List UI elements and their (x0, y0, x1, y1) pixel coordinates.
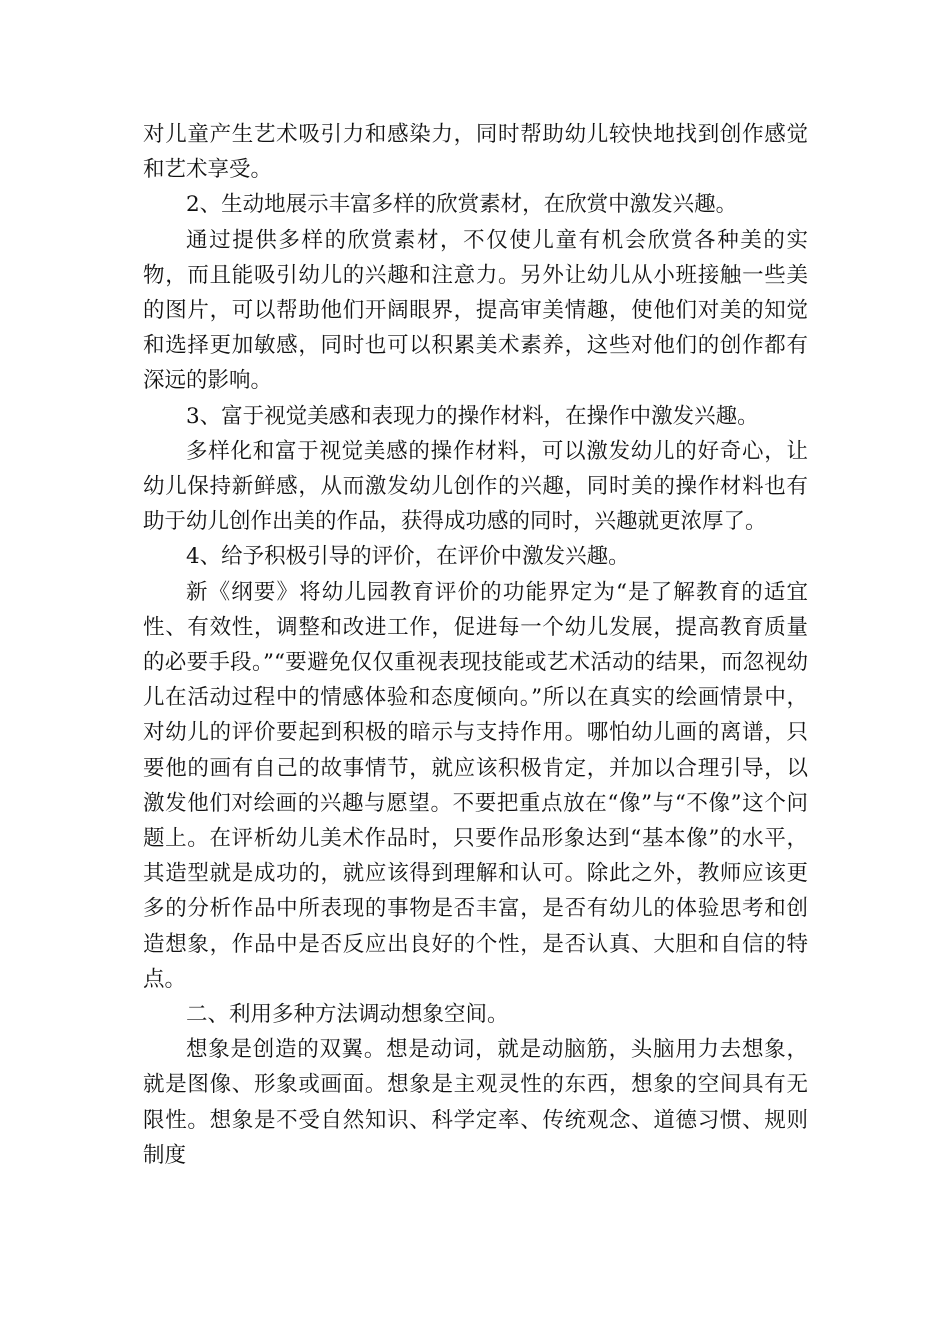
paragraph-continuation: 对儿童产生艺术吸引力和感染力，同时帮助幼儿较快地找到创作感觉和艺术享受。 (143, 122, 808, 183)
paragraph-appreciation-materials: 通过提供多样的欣赏素材，不仅使儿童有机会欣赏各种美的实物，而且能吸引幼儿的兴趣和注意力。另外让幼儿从小班接触一些美的图片，可以帮助他们开阔眼界，提高审美情趣，使他们对美的知觉和选择更加敏感，同时也可以积累美术素养，这些对他们的创作都有深远的影响。 (143, 227, 808, 394)
paragraph-operation-materials: 多样化和富于视觉美感的操作材料，可以激发幼儿的好奇心，让幼儿保持新鲜感，从而激发幼儿创作的兴趣，同时美的操作材料也有助于幼儿创作出美的作品，获得成功感的同时，兴趣就更浓厚了。 (143, 438, 808, 535)
section-heading-2: 2、生动地展示丰富多样的欣赏素材，在欣赏中激发兴趣。 (186, 192, 738, 218)
section-heading-3: 3、富于视觉美感和表现力的操作材料，在操作中激发兴趣。 (186, 403, 759, 429)
paragraph-evaluation: 新《纲要》将幼儿园教育评价的功能界定为“是了解教育的适宜性、有效性，调整和改进工作，促进每一个幼儿发展，提高教育质量的必要手段。”“要避免仅仅重视表现技能或艺术活动的结果，而忽视幼儿在活动过程中的情感体验和态度倾向。”所以在真实的绘画情景中，对幼儿的评价要起到积极的暗示与支持作用。哪怕幼儿画的离谱，只要他的画有自己的故事情节，就应该积极肯定，并加以合理引导，以激发他们对绘画的兴趣与愿望。不要把重点放在“像”与“不像”这个问题上。在评析幼儿美术作品时，只要作品形象达到“基本像”的水平，其造型就是成功的，就应该得到理解和认可。除此之外，教师应该更多的分析作品中所表现的事物是否丰富，是否有幼儿的体验思考和创造想象，作品中是否反应出良好的个性，是否认真、大胆和自信的特点。 (143, 579, 808, 992)
document-page (143, 117, 808, 1173)
section-heading-two: 二、利用多种方法调动想象空间。 (186, 1002, 509, 1028)
section-heading-4: 4、给予积极引导的评价，在评价中激发兴趣。 (186, 544, 630, 570)
paragraph-imagination: 想象是创造的双翼。想是动词，就是动脑筋，头脑用力去想象，就是图像、形象或画面。想象是主观灵性的东西，想象的空间具有无限性。想象是不受自然知识、科学定率、传统观念、道德习惯、规则制度 (143, 1037, 808, 1168)
